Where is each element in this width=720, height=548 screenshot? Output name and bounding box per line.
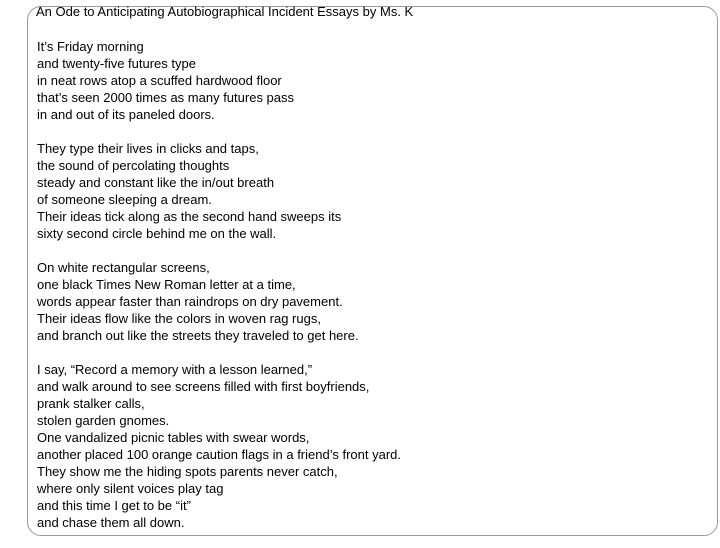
- poem-line: prank stalker calls,: [37, 396, 145, 411]
- poem-line: and branch out like the streets they traveled to get here.: [37, 328, 359, 343]
- poem-line: another placed 100 orange caution flags in a friend’s front yard.: [37, 447, 401, 462]
- poem-line: I say, “Record a memory with a lesson learned,”: [37, 362, 313, 377]
- page-title: An Ode to Anticipating Autobiographical Incident Essays by Ms. K: [36, 4, 414, 19]
- poem-line: steady and constant like the in/out breath: [37, 175, 275, 190]
- poem-body: [37, 38, 697, 548]
- poem-line: the sound of percolating thoughts: [37, 158, 230, 173]
- stanza-1: [37, 38, 697, 123]
- poem-line: one black Times New Roman letter at a time,: [37, 277, 296, 292]
- poem-line: They type their lives in clicks and taps,: [37, 141, 259, 156]
- poem-line: and this time I get to be “it”: [37, 498, 191, 513]
- stanza-4: [37, 361, 697, 531]
- poem-line: that’s seen 2000 times as many futures pass: [37, 90, 295, 105]
- poem-line: in neat rows atop a scuffed hardwood floor: [37, 73, 282, 88]
- poem-line: words appear faster than raindrops on dry pavement.: [37, 294, 343, 309]
- poem-line: They show me the hiding spots parents never catch,: [37, 464, 338, 479]
- poem-line: Their ideas tick along as the second hand sweeps its: [37, 209, 342, 224]
- poem-line: One vandalized picnic tables with swear words,: [37, 430, 310, 445]
- poem-line: of someone sleeping a dream.: [37, 192, 212, 207]
- poem-line: stolen garden gnomes.: [37, 413, 170, 428]
- poem-line: and chase them all down.: [37, 515, 185, 530]
- stanza-3: [37, 259, 697, 344]
- poem-line: in and out of its paneled doors.: [37, 107, 215, 122]
- poem-line: where only silent voices play tag: [37, 481, 224, 496]
- poem-line: and twenty-five futures type: [37, 56, 196, 71]
- poem-line: and walk around to see screens filled with first boyfriends,: [37, 379, 370, 394]
- poem-line: It’s Friday morning: [37, 39, 144, 54]
- poem-line: Their ideas flow like the colors in woven rag rugs,: [37, 311, 321, 326]
- stanza-2: [37, 140, 697, 242]
- poem-line: sixty second circle behind me on the wall.: [37, 226, 277, 241]
- poem-line: On white rectangular screens,: [37, 260, 210, 275]
